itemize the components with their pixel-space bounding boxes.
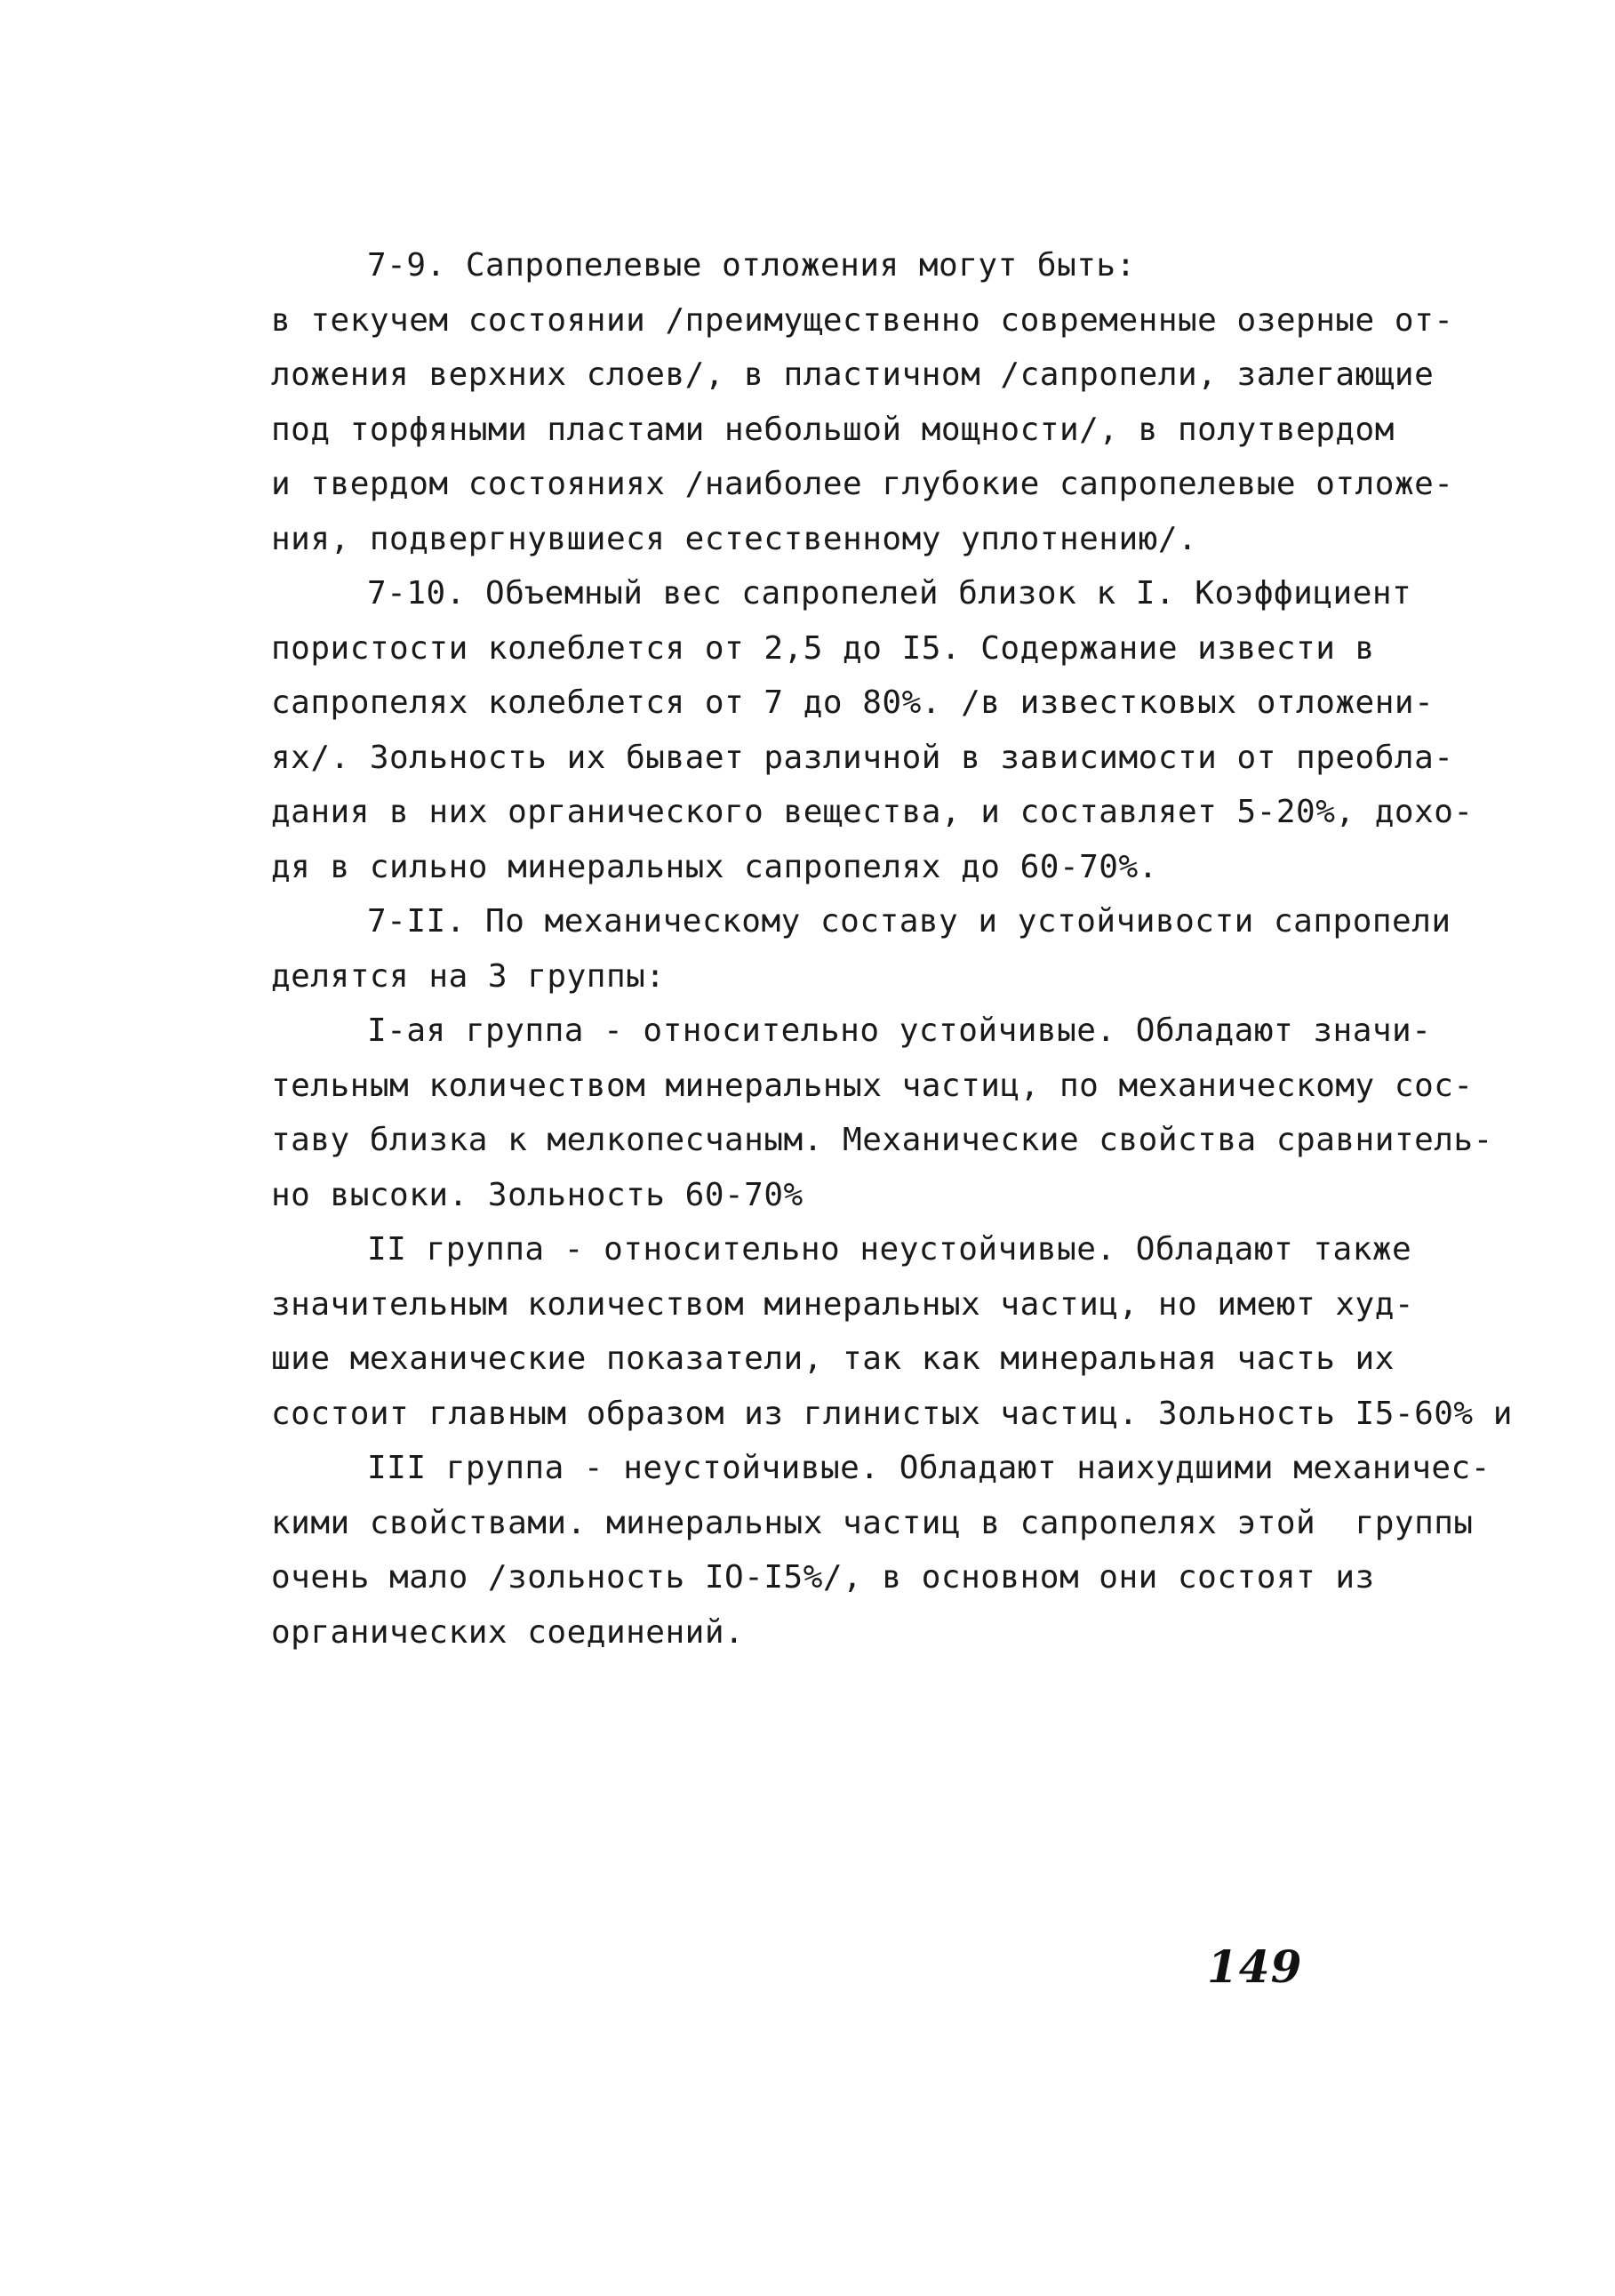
text-line: и твердом состояниях /наиболее глубокие сапропелевые отложе- xyxy=(271,466,1454,502)
text-line: но высоки. Зольность 60-70% xyxy=(271,1176,804,1213)
text-line: шие механические показатели, так как минеральная часть их xyxy=(271,1340,1395,1377)
text-line: состоит главным образом из глинистых частиц. Зольность I5-60% и xyxy=(271,1395,1513,1432)
text-line: таву близка к мелкопесчаным. Механические свойства сравнитель- xyxy=(271,1122,1493,1158)
text-line: значительным количеством минеральных частиц, но имеют худ- xyxy=(271,1285,1415,1323)
text-line: делятся на 3 группы: xyxy=(271,957,666,995)
text-line: 7-II. По механическому составу и устойчивости сапропели xyxy=(367,903,1451,940)
text-line: 7-10. Объемный вес сапропелей близок к I. Коэффициент xyxy=(367,575,1412,612)
text-line: II группа - относительно неустойчивые. Обладают также xyxy=(367,1231,1412,1268)
text-line: ях/. Зольность их бывает различной в зависимости от преобла- xyxy=(271,739,1454,776)
text-line: ния, подвергнувшиеся естественному уплотнению/. xyxy=(271,520,1198,557)
text-line: в текучем состоянии /преимущественно современные озерные от- xyxy=(271,301,1454,339)
text-line: ложения верхних слоев/, в пластичном /сапропели, залегающие xyxy=(271,356,1435,393)
text-line: I-ая группа - относительно устойчивые. Обладают значи- xyxy=(367,1012,1432,1049)
page-number: 149 xyxy=(1207,1940,1303,1993)
text-line: органических соединений. xyxy=(271,1613,745,1651)
text-line: III группа - неустойчивые. Обладают наихудшими механичес- xyxy=(367,1450,1491,1486)
text-line: сапропелях колеблется от 7 до 80%. /в известковых отложени- xyxy=(271,684,1435,721)
text-line: дания в них органического вещества, и составляет 5-20%, дохо- xyxy=(271,794,1474,830)
text-line: дя в сильно минеральных сапропелях до 60-70%. xyxy=(271,848,1158,885)
text-line: кими свойствами. минеральных частиц в сапропелях этой группы xyxy=(271,1504,1474,1541)
text-line: очень мало /зольность IO-I5%/, в основном они состоят из xyxy=(271,1559,1375,1596)
text-line: под торфяными пластами небольшой мощности/, в полутвердом xyxy=(271,411,1395,448)
text-line: тельным количеством минеральных частиц, по механическому сос- xyxy=(271,1067,1474,1104)
document-body xyxy=(271,238,1513,1660)
text-line: пористости колеблется от 2,5 до I5. Содержание извести в xyxy=(271,629,1375,667)
text-line: 7-9. Сапропелевые отложения могут быть: xyxy=(367,247,1136,284)
